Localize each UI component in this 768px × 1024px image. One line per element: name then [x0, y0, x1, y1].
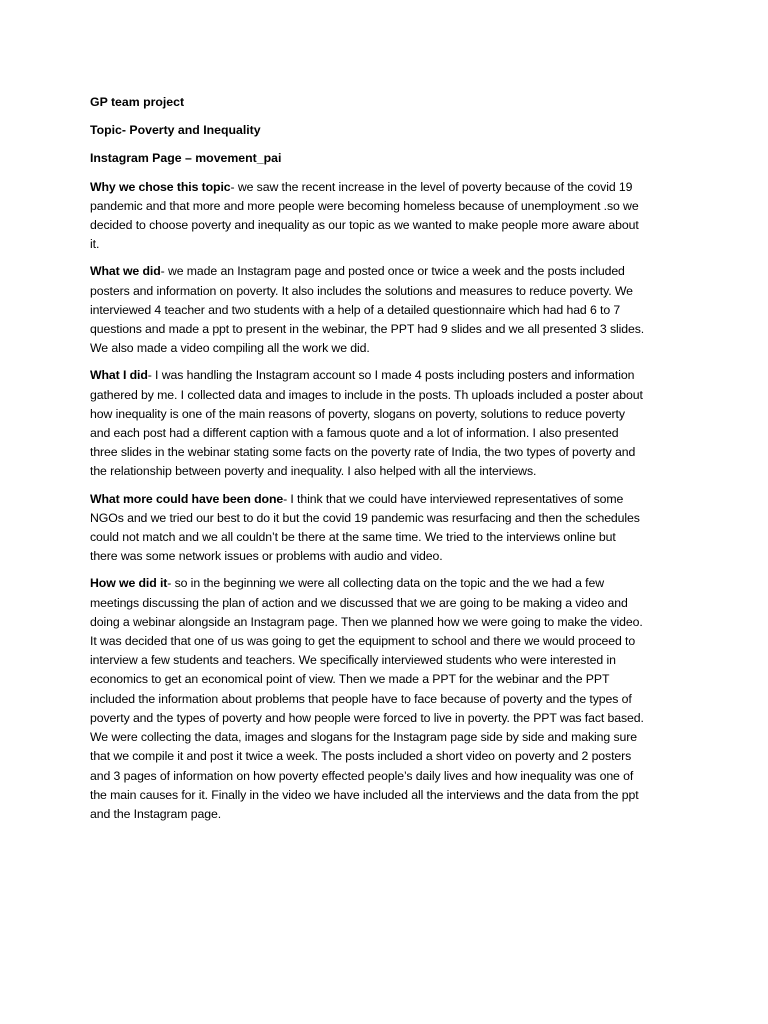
section-line: and each post had a different caption with a famous quote and a lot of information. I also presented — [90, 426, 619, 441]
section-line: - we saw the recent increase in the level of poverty because of the covid 19 — [230, 179, 633, 194]
instagram-page-line: Instagram Page – movement_pai — [90, 151, 282, 166]
topic-line: Topic- Poverty and Inequality — [90, 123, 261, 138]
section-how-we-did-it — [90, 574, 690, 824]
section-line: interview a few students and teachers. We specifically interviewed students who were interested in — [90, 653, 616, 668]
section-line: - I think that we could have interviewed representatives of some — [283, 491, 624, 506]
section-line: posters and information on poverty. It also includes the solutions and measures to reduce poverty. We — [90, 283, 633, 298]
section-line: meetings discussing the plan of action and we discussed that we are going to be making a video and — [90, 595, 628, 610]
section-line: We were collecting the data, images and slogans for the Instagram page side by side and making sure — [90, 730, 637, 745]
section-line: that we compile it and post it twice a week. The posts included a short video on poverty and 2 posters — [90, 749, 632, 764]
section-line: there was some network issues or problems with audio and video. — [90, 549, 443, 564]
section-line: questions and made a ppt to present in the webinar, the PPT had 9 slides and we all presented 3 slides. — [90, 322, 645, 337]
section-line: interviewed 4 teacher and two students with a help of a detailed questionnaire which had had 6 to 7 — [90, 302, 621, 317]
section-line: - so in the beginning we were all collecting data on the topic and the we had a few — [167, 576, 604, 591]
document-body — [90, 93, 690, 824]
section-line: decided to choose poverty and inequality as our topic as we wanted to make people more aware about — [90, 218, 639, 233]
section-label: Why we chose this topic — [90, 179, 231, 194]
section-line: We also made a video compiling all the work we did. — [90, 341, 370, 356]
section-label: What we did — [90, 264, 161, 279]
section-what-we-did — [90, 262, 690, 358]
section-line: and 3 pages of information on how poverty effected people’s daily lives and how inequality was one of — [90, 768, 634, 783]
section-line: - we made an Instagram page and posted once or twice a week and the posts included — [160, 264, 625, 279]
section-line: it. — [90, 237, 100, 252]
section-line: It was decided that one of us was going to get the equipment to school and there we would proceed to — [90, 634, 636, 649]
section-label: What more could have been done — [90, 491, 284, 506]
section-line: three slides in the webinar stating some facts on the poverty rate of India, the two types of poverty and — [90, 445, 636, 460]
document-title: GP team project — [90, 95, 185, 109]
section-line: pandemic and that more and more people were becoming homeless because of unemployment .so we — [90, 198, 639, 213]
section-why-topic — [90, 178, 690, 255]
section-line: - I was handling the Instagram account so I made 4 posts including posters and information — [147, 368, 635, 383]
section-line: how inequality is one of the main reasons of poverty, slogans on poverty, solutions to reduce poverty — [90, 406, 625, 421]
section-line: NGOs and we tried our best to do it but the covid 19 pandemic was resurfacing and then the schedules — [90, 510, 640, 525]
section-label: What I did — [90, 368, 148, 383]
section-line: included the information about problems that people have to face because of poverty and the types of — [90, 691, 632, 706]
section-line: the main causes for it. Finally in the video we have included all the interviews and the data from the ppt — [90, 787, 639, 802]
section-line: doing a webinar alongside an Instagram page. Then we planned how we were going to make the video. — [90, 614, 643, 629]
section-label: How we did it — [90, 576, 168, 591]
section-line: could not match and we all couldn’t be there at the same time. We tried to the interviews online but — [90, 530, 616, 545]
section-line: gathered by me. I collected data and images to include in the posts. Th uploads included a poster about — [90, 387, 643, 402]
section-line: poverty and the types of poverty and how people were forced to live in poverty. the PPT was fact based. — [90, 710, 644, 725]
section-what-more — [90, 490, 690, 567]
section-line: and the Instagram page. — [90, 806, 222, 821]
section-what-i-did — [90, 366, 690, 481]
section-line: the relationship between poverty and inequality. I also helped with all the interviews. — [90, 464, 537, 479]
section-line: economics to get an economical point of view. Then we made a PPT for the webinar and the PPT — [90, 672, 610, 687]
